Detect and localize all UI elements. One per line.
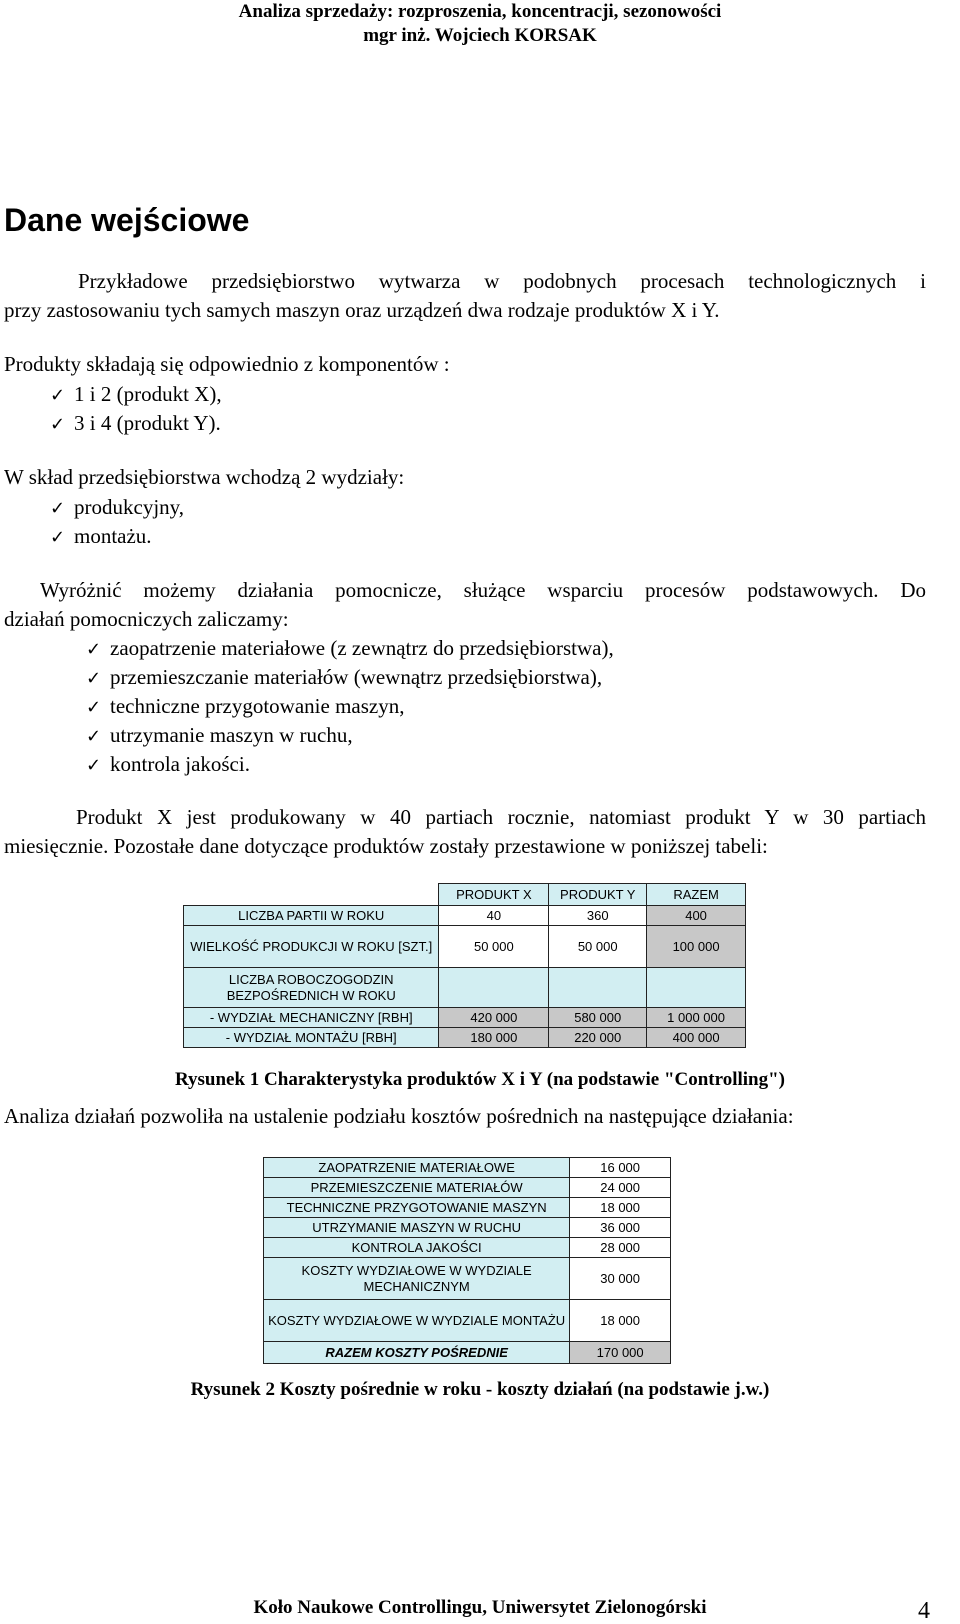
total-label: RAZEM KOSZTY POŚREDNIE <box>264 1342 570 1364</box>
table-row <box>264 1258 671 1300</box>
production-line2: miesięcznie. Pozostałe dane dotyczące produktów zostały przestawione w poniższej tabeli: <box>4 834 768 858</box>
table-row <box>184 906 746 926</box>
table-row <box>264 1158 671 1178</box>
cell-total: 400 <box>647 906 746 926</box>
list-item: ✓ techniczne przygotowanie maszyn, <box>86 692 404 722</box>
figure-caption-1: Rysunek 1 Charakterystyka produktów X i Y (na podstawie "Controlling") <box>174 1069 786 1090</box>
row-value: 30 000 <box>570 1258 671 1300</box>
list-item: ✓ 3 i 4 (produkt Y). <box>50 409 221 439</box>
row-value: 16 000 <box>570 1158 671 1178</box>
table-row <box>184 968 746 1008</box>
total-row <box>264 1342 671 1364</box>
list-item: ✓ przemieszczanie materiałów (wewnątrz przedsiębiorstwa), <box>86 663 602 693</box>
footer-text: Koło Naukowe Controllingu, Uniwersytet Zielonogórski <box>253 1597 707 1618</box>
table-row <box>264 1238 671 1258</box>
list-item: ✓ produkcyjny, <box>50 493 184 523</box>
check-icon: ✓ <box>86 639 102 660</box>
check-icon: ✓ <box>50 527 66 548</box>
page-number: 4 <box>918 1598 930 1624</box>
row-value: 24 000 <box>570 1178 671 1198</box>
cell-x: 180 000 <box>439 1028 549 1048</box>
list-item: ✓ kontrola jakości. <box>86 750 250 780</box>
cell-total: 100 000 <box>647 926 746 968</box>
support-line1: Wyróżnić możemy działania pomocnicze, służące wsparciu procesów podstawowych. Do <box>40 578 926 602</box>
list-item: ✓ zaopatrzenie materiałowe (z zewnątrz do przedsiębiorstwa), <box>86 634 614 664</box>
row-label: KOSZTY WYDZIAŁOWE W WYDZIALE MONTAŻU <box>264 1300 570 1342</box>
check-icon: ✓ <box>50 414 66 435</box>
cell-x: 40 <box>439 906 549 926</box>
check-icon: ✓ <box>50 385 66 406</box>
cell-y: 220 000 <box>549 1028 647 1048</box>
departments-intro: W skład przedsiębiorstwa wchodzą 2 wydziały: <box>4 465 405 489</box>
check-icon: ✓ <box>86 755 102 776</box>
support-line2: działań pomocniczych zaliczamy: <box>4 607 289 631</box>
row-value: 18 000 <box>570 1198 671 1218</box>
total-value: 170 000 <box>570 1342 671 1364</box>
row-label: PRZEMIESZCZENIE MATERIAŁÓW <box>264 1178 570 1198</box>
table-header-row <box>184 884 746 906</box>
cell-y: 360 <box>549 906 647 926</box>
cell-x: 50 000 <box>439 926 549 968</box>
row-value: 36 000 <box>570 1218 671 1238</box>
row-label: ZAOPATRZENIE MATERIAŁOWE <box>264 1158 570 1178</box>
para1-line1: Przykładowe przedsiębiorstwo wytwarza w podobnych procesach technologicznych i <box>78 269 926 293</box>
list-item: ✓ 1 i 2 (produkt X), <box>50 380 222 410</box>
row-label: - WYDZIAŁ MONTAŻU [RBH] <box>184 1028 439 1048</box>
check-icon: ✓ <box>86 697 102 718</box>
column-header: RAZEM <box>647 884 746 906</box>
cell-total <box>647 968 746 1008</box>
row-label: LICZBA ROBOCZOGODZIN BEZPOŚREDNICH W ROKU <box>184 968 439 1008</box>
list-item: ✓ utrzymanie maszyn w ruchu, <box>86 721 353 751</box>
para1-line2: przy zastosowaniu tych samych maszyn oraz urządzeń dwa rodzaje produktów X i Y. <box>4 298 720 322</box>
row-label: KOSZTY WYDZIAŁOWE W WYDZIALE MECHANICZNYM <box>264 1258 570 1300</box>
table-row <box>264 1300 671 1342</box>
cell-y: 50 000 <box>549 926 647 968</box>
components-intro: Produkty składają się odpowiednio z komponentów : <box>4 352 450 376</box>
row-label: UTRZYMANIE MASZYN W RUCHU <box>264 1218 570 1238</box>
check-icon: ✓ <box>86 668 102 689</box>
indirect-costs-table <box>263 1157 671 1364</box>
row-label: TECHNICZNE PRZYGOTOWANIE MASZYN <box>264 1198 570 1218</box>
row-label: LICZBA PARTII W ROKU <box>184 906 439 926</box>
table-row <box>184 1008 746 1028</box>
list-item: ✓ montażu. <box>50 522 152 552</box>
column-header: PRODUKT X <box>439 884 549 906</box>
cell-x: 420 000 <box>439 1008 549 1028</box>
products-table <box>183 883 746 1048</box>
table-row <box>184 926 746 968</box>
row-value: 18 000 <box>570 1300 671 1342</box>
check-icon: ✓ <box>50 498 66 519</box>
cell-x <box>439 968 549 1008</box>
table-row <box>184 1028 746 1048</box>
check-icon: ✓ <box>86 726 102 747</box>
cell-total: 1 000 000 <box>647 1008 746 1028</box>
analysis-paragraph: Analiza działań pozwoliła na ustalenie podziału kosztów pośrednich na następujące działania: <box>4 1104 794 1128</box>
header-title: Analiza sprzedaży: rozproszenia, koncentracji, sezonowości <box>238 1 722 22</box>
table-row <box>264 1178 671 1198</box>
row-value: 28 000 <box>570 1238 671 1258</box>
row-label: KONTROLA JAKOŚCI <box>264 1238 570 1258</box>
table-row <box>264 1198 671 1218</box>
cell-total: 400 000 <box>647 1028 746 1048</box>
header-author: mgr inż. Wojciech KORSAK <box>363 25 597 46</box>
column-header: PRODUKT Y <box>549 884 647 906</box>
cell-y: 580 000 <box>549 1008 647 1028</box>
row-label: - WYDZIAŁ MECHANICZNY [RBH] <box>184 1008 439 1028</box>
section-title: Dane wejściowe <box>4 202 250 238</box>
table-row <box>264 1218 671 1238</box>
production-line1: Produkt X jest produkowany w 40 partiach rocznie, natomiast produkt Y w 30 partiach <box>76 805 926 829</box>
cell-y <box>549 968 647 1008</box>
row-label: WIELKOŚĆ PRODUKCJI W ROKU [SZT.] <box>184 926 439 968</box>
figure-caption-2: Rysunek 2 Koszty pośrednie w roku - koszty działań (na podstawie j.w.) <box>190 1379 770 1400</box>
